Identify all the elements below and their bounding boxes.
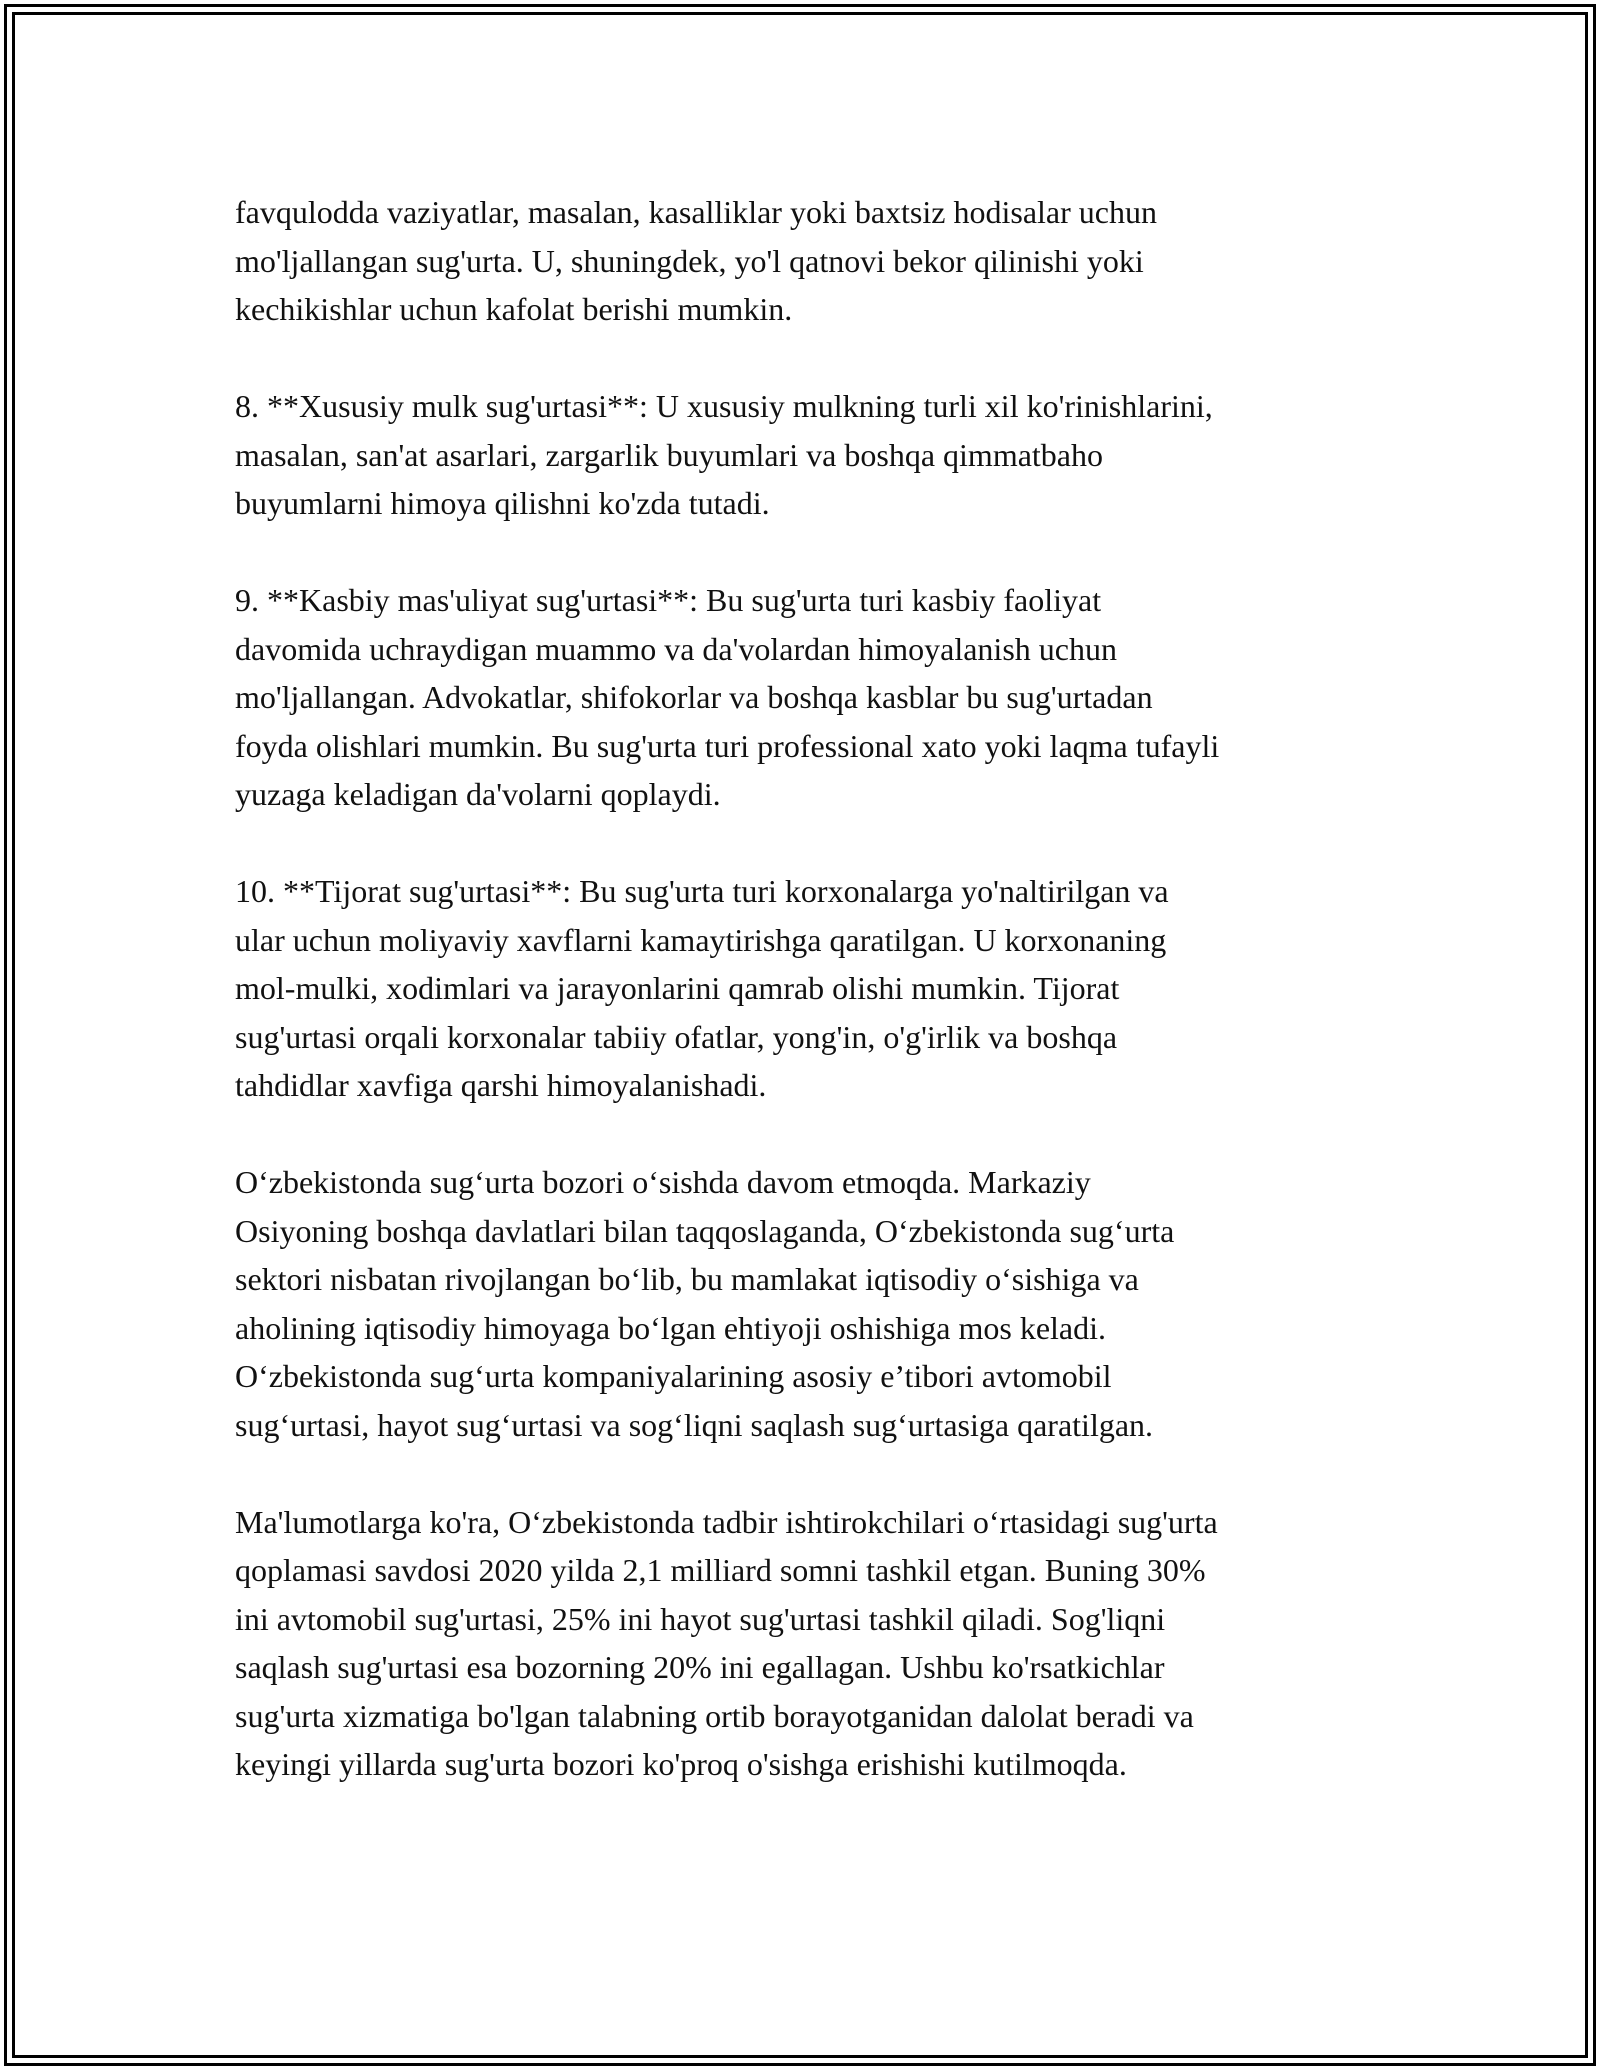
paragraph-commercial-insurance: 10. **Tijorat sug'urtasi**: Bu sug'urta turi korxonalarga yo'naltirilgan va ular uchun moliyaviy xavflarni kamaytirishga qaratilgan. U korxonaning mol-mulki, xodimlari va jarayonlarini qamrab olishi mumkin. Tijorat sug'urtasi orqali korxonalar tabiiy ofatlar, yong'in, o'g'irlik va boshqa tahdidlar xavfiga qarshi himoyalanishadi. bbox=[235, 873, 1169, 1103]
document-body bbox=[235, 188, 1375, 1837]
paragraph-travel-insurance-continuation: favqulodda vaziyatlar, masalan, kasalliklar yoki baxtsiz hodisalar uchun mo'ljallangan sug'urta. U, shuningdek, yo'l qatnovi bekor qilinishi yoki kechikishlar uchun kafolat berishi mumkin. bbox=[235, 194, 1157, 327]
paragraph-private-property-insurance: 8. **Xususiy mulk sug'urtasi**: U xususiy mulkning turli xil ko'rinishlarini, masalan, san'at asarlari, zargarlik buyumlari va boshqa qimmatbaho buyumlarni himoya qilishni ko'zda tutadi. bbox=[235, 388, 1213, 521]
paragraph-uzbekistan-insurance-market: O‘zbekistonda sug‘urta bozori o‘sishda davom etmoqda. Markaziy Osiyoning boshqa davlatlari bilan taqqoslaganda, O‘zbekistonda sug‘urta sektori nisbatan rivojlangan bo‘lib, bu mamlakat iqtisodiy o‘sishiga va aholining iqtisodiy himoyaga bo‘lgan ehtiyoji oshishiga mos keladi. O‘zbekistonda sug‘urta kompaniyalarining asosiy e’tibori avtomobil sug‘urtasi, hayot sug‘urtasi va sog‘liqni saqlash sug‘urtasiga qaratilgan. bbox=[235, 1164, 1175, 1443]
paragraph-professional-liability-insurance: 9. **Kasbiy mas'uliyat sug'urtasi**: Bu sug'urta turi kasbiy faoliyat davomida uchraydigan muammo va da'volardan himoyalanish uchun mo'ljallangan. Advokatlar, shifokorlar va boshqa kasblar bu sug'urtadan foyda olishlari mumkin. Bu sug'urta turi professional xato yoki laqma tufayli yuzaga keladigan da'volarni qoplaydi. bbox=[235, 582, 1220, 812]
paragraph-market-statistics: Ma'lumotlarga ko'ra, O‘zbekistonda tadbir ishtirokchilari o‘rtasidagi sug'urta qoplamasi savdosi 2020 yilda 2,1 milliard somni tashkil etgan. Buning 30% ini avtomobil sug'urtasi, 25% ini hayot sug'urtasi tashkil qiladi. Sog'liqni saqlash sug'urtasi esa bozorning 20% ini egallagan. Ushbu ko'rsatkichlar sug'urta xizmatiga bo'lgan talabning ortib borayotganidan dalolat beradi va keyingi yillarda sug'urta bozori ko'proq o'sishga erishishi kutilmoqda. bbox=[235, 1503, 1218, 1782]
